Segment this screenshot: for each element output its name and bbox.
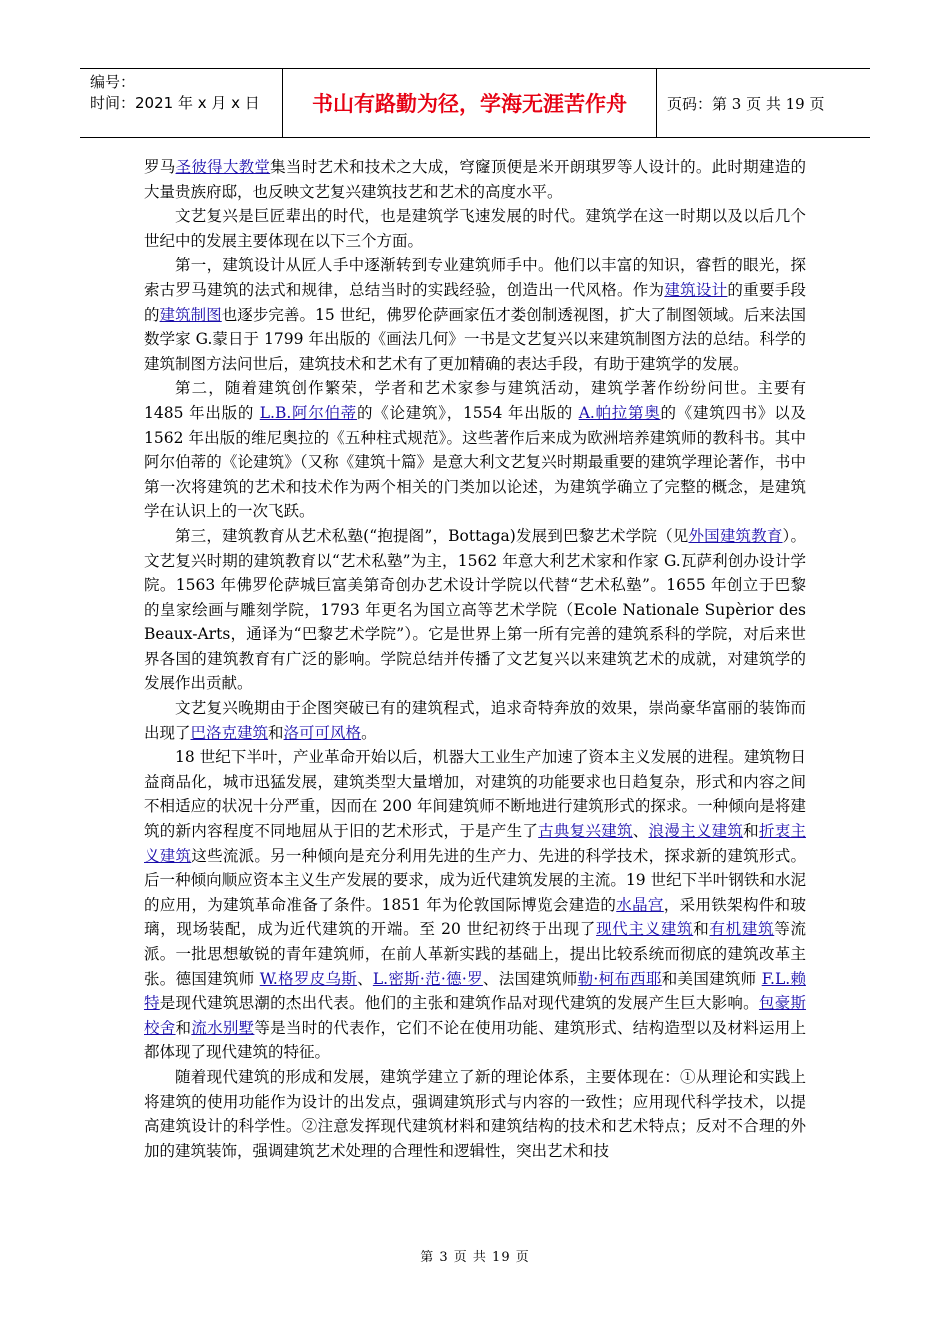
text-run: 18 世纪下半叶，产业革命开始以后，机器大工业生产加速了资本主义发展的进程。建筑物日益商品化，城市迅猛发展，建筑类型大量增加，对建筑的功能要求也日趋复杂，形式和内容之间不相适应的状况十分严重，因而在 200 年间建筑师不断地进行建筑形式的探求。一种倾向是将建筑的新内容程度不同地屈从于旧的艺术形式，于是产生了 [144, 748, 806, 841]
text-run: 罗马 [144, 158, 176, 176]
paragraph [144, 696, 806, 745]
paragraph [144, 376, 806, 524]
hyperlink[interactable]: 巴洛克建筑 [190, 723, 269, 742]
text-run: 、 [632, 822, 649, 841]
hyperlink[interactable]: 有机建筑 [709, 920, 775, 939]
hyperlink[interactable]: 洛可可风格 [283, 723, 362, 742]
text-run: 和 [175, 1018, 192, 1037]
hyperlink[interactable]: L.B.阿尔伯蒂 [259, 403, 357, 422]
text-run: 集当时艺术和技术之大成，穹窿顶便是米开朗琪罗等人设计的。此时期建造的大量贵族府邸，也反映文艺复兴建筑技艺和艺术的高度水平。 [144, 158, 806, 201]
body-text [144, 155, 806, 1163]
text-run: 是现代建筑思潮的杰出代表。他们的主张和建筑作品对现代建筑的发展产生巨大影响。 [159, 994, 759, 1013]
hyperlink[interactable]: 建筑制图 [159, 305, 222, 324]
text-run: 等是当时的代表作，它们不论在使用功能、建筑形式、结构造型以及材料运用上都体现了现代建筑的特征。 [144, 1018, 806, 1062]
hyperlink[interactable]: 圣彼得大教堂 [175, 158, 271, 176]
text-run: 和 [743, 822, 759, 841]
hyperlink[interactable]: 勒·柯布西耶 [577, 969, 662, 988]
text-run: 随着现代建筑的形成和发展，建筑学建立了新的理论体系，主要体现在：①从理论和实践上将建筑的使用功能作为设计的出发点，强调建筑形式与内容的一致性；应用现代科学技术，以提高建筑设计的科学性。②注意发挥现代建筑材料和建筑结构的技术和艺术特点；反对不合理的外加的建筑装饰，强调建筑艺术处理的合理性和逻辑性，突出艺术和技 [144, 1067, 806, 1160]
text-run: 和美国建筑师 [661, 969, 762, 988]
hyperlink[interactable]: A.帕拉第奥 [578, 403, 661, 422]
hyperlink[interactable]: L.密斯·范·德·罗 [372, 969, 483, 988]
document-number-label: 编号： [90, 73, 136, 91]
hyperlink[interactable]: 现代主义建筑 [596, 920, 694, 939]
hyperlink[interactable]: W.格罗皮乌斯 [259, 969, 358, 988]
paragraph [144, 155, 806, 204]
hyperlink[interactable]: F.L.赖特 [144, 969, 806, 1013]
text-run: 、 [357, 969, 373, 988]
text-run: 第二，随着建筑创作繁荣，学者和艺术家参与建筑活动，建筑学著作纷纷问世。主要有 1485 年出版的 [144, 379, 806, 422]
text-run: ，采用铁架构件和玻璃，现场装配，成为近代建筑的开端。至 20 世纪初终于出现了 [144, 895, 806, 939]
paragraph [144, 204, 806, 253]
text-run: ）。文艺复兴时期的建筑教育以“艺术私塾”为主，1562 年意大利艺术家和作家 G.瓦萨利创办设计学院。1563 年佛罗伦萨城巨富美第奇创办艺术设计学院以代替“艺术私塾”。1655 年创立于巴黎的皇家绘画与雕刻学院，1793 年更名为国立高等艺术学院（Ecole Nationale Supèrior des Beaux-Arts，通译为“巴黎艺术学院”）。它是世界上第一所有完善的建筑系科的学院，对后来世界各国的建筑教育有广泛的影响。学院总结并传播了文艺复兴以来建筑艺术的成就，对建筑学的发展作出贡献。 [144, 526, 806, 693]
header-motto: 书山有路勤为径，学海无涯苦作舟 [283, 69, 657, 137]
hyperlink[interactable]: 建筑设计 [664, 280, 728, 299]
header-meta [80, 69, 283, 137]
text-run: 等流派。一批思想敏锐的青年建筑师，在前人革新实践的基础上，提出比较系统而彻底的建筑改革主张。德国建筑师 [144, 920, 806, 988]
header-page-info: 页码：第 3 页 共 19 页 [667, 94, 825, 113]
text-run: 的《论建筑》，1554 年出版的 [357, 403, 579, 422]
paragraph [144, 524, 806, 696]
text-run: 、法国建筑师 [482, 969, 578, 988]
text-run: 的重要手段的 [144, 280, 806, 324]
paragraph [144, 1065, 806, 1163]
text-run: 第三，建筑教育从艺术私塾(“抱提阁”，Bottaga)发展到巴黎艺术学院（见 [175, 526, 689, 545]
hyperlink[interactable]: 流水别墅 [191, 1018, 255, 1037]
paragraph [144, 745, 806, 1065]
text-run: 文艺复兴晚期由于企图突破已有的建筑程式，追求奇特奔放的效果，崇尚豪华富丽的装饰而出现了 [144, 699, 806, 742]
text-run: 的《建筑四书》以及 1562 年出版的维尼奥拉的《五种柱式规范》。这些著作后来成为欧洲培养建筑师的教科书。其中阿尔伯蒂的《论建筑》（又称《建筑十篇》是意大利文艺复兴时期最重要的建筑学理论著作，书中第一次将建筑的艺术和技术作为两个相关的门类加以论述，为建筑学确立了完整的概念，是建筑学在认识上的一次飞跃。 [144, 403, 806, 521]
text-run: 和 [268, 723, 284, 742]
paragraph [144, 253, 806, 376]
document-date-label: 时间：2021 年 x 月 x 日 [90, 94, 260, 112]
hyperlink[interactable]: 浪漫主义建筑 [648, 822, 744, 841]
page-footer: 第 3 页 共 19 页 [420, 1250, 530, 1265]
page-header [80, 68, 870, 138]
text-run: 文艺复兴是巨匠辈出的时代，也是建筑学飞速发展的时代。建筑学在这一时期以及以后几个世纪中的发展主要体现在以下三个方面。 [144, 207, 806, 250]
text-run: 也逐步完善。15 世纪，佛罗伦萨画家伍才娄创制透视图，扩大了制图领域。后来法国数学家 G.蒙日于 1799 年出版的《画法几何》一书是文艺复兴以来建筑制图方法的总结。科学的建筑制图方法问世后，建筑技术和艺术有了更加精确的表达手段，有助于建筑学的发展。 [144, 305, 806, 373]
hyperlink[interactable]: 折衷主义建筑 [144, 822, 806, 865]
hyperlink[interactable]: 外国建筑教育 [688, 526, 783, 545]
text-run: 这些流派。另一种倾向是充分利用先进的生产力、先进的科学技术，探求新的建筑形式。后一种倾向顺应资本主义生产发展的要求，成为近代建筑发展的主流。19 世纪下半叶钢铁和水泥的应用，为建筑革命准备了条件。1851 年为伦敦国际博览会建造的 [144, 846, 806, 914]
hyperlink[interactable]: 古典复兴建筑 [538, 822, 633, 841]
text-run: 。 [361, 723, 377, 742]
hyperlink[interactable]: 包豪斯校舍 [144, 994, 806, 1037]
text-run: 和 [693, 920, 710, 939]
hyperlink[interactable]: 水晶宫 [616, 895, 664, 914]
text-run: 第一，建筑设计从匠人手中逐渐转到专业建筑师手中。他们以丰富的知识，睿哲的眼光，探索古罗马建筑的法式和规律，总结当时的实践经验，创造出一代风格。作为 [144, 256, 806, 299]
